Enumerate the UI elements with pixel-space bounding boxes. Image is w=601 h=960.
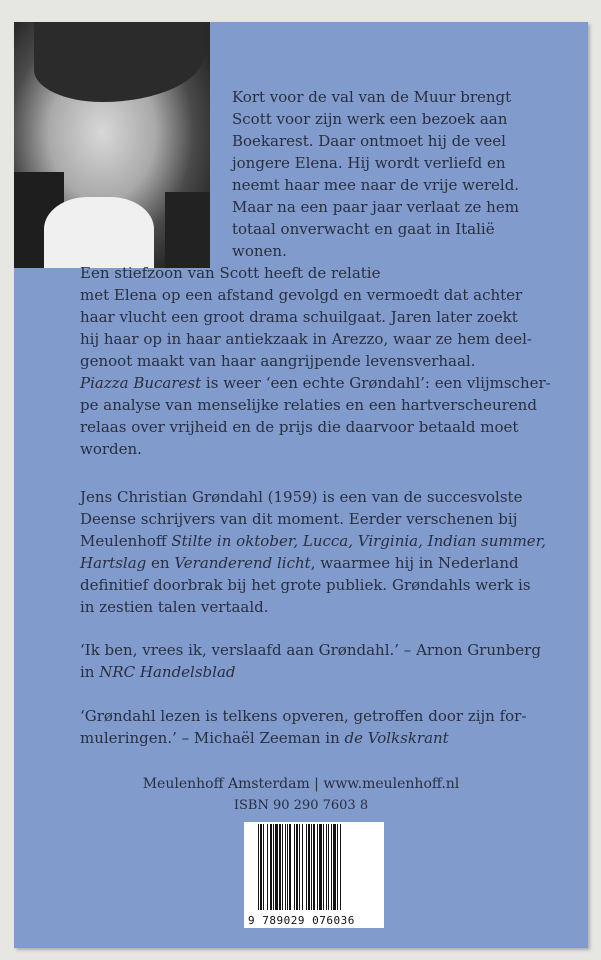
text-segment: Boekarest. Daar ontmoet hij de veel — [232, 132, 506, 150]
publisher-line: Meulenhoff Amsterdam | www.meulenhoff.nl — [142, 776, 460, 792]
italic-title: NRC Handelsblad — [99, 663, 236, 681]
text-segment: totaal onverwacht en gaat in Italië — [232, 220, 495, 238]
blurb-line — [80, 531, 546, 551]
blurb-line — [80, 509, 517, 529]
text-segment: relaas over vrijheid en de prijs die daarvoor betaald moet — [80, 418, 519, 436]
blurb-line — [80, 640, 541, 660]
blurb-line — [80, 728, 449, 748]
text-segment: is weer ‘een echte Grøndahl’: een vlijmscher- — [201, 374, 551, 392]
blurb-line — [232, 153, 506, 173]
isbn: ISBN 90 290 7603 8 — [233, 798, 369, 813]
blurb-line — [80, 307, 518, 327]
barcode-number: 9 789029 076036 — [248, 914, 355, 927]
blurb-line — [232, 241, 287, 261]
blurb-line — [232, 131, 506, 151]
barcode-bars — [258, 824, 376, 910]
barcode-bar — [341, 824, 342, 910]
blurb-line — [80, 553, 519, 573]
text-segment: muleringen.’ – Michaël Zeeman in — [80, 729, 345, 747]
blurb-line — [80, 395, 537, 415]
text-segment: wonen. — [232, 242, 287, 260]
text-segment: Kort voor de val van de Muur brengt — [232, 88, 512, 106]
blurb-line — [232, 197, 519, 217]
author-shirt — [44, 197, 154, 268]
text-segment: in — [80, 663, 100, 681]
text-segment: haar vlucht een groot drama schuilgaat. Jaren later zoekt — [80, 308, 518, 326]
text-segment: Scott voor zijn werk een bezoek aan — [232, 110, 508, 128]
italic-title: Piazza Bucarest — [80, 374, 202, 392]
italic-title: Hartslag — [80, 554, 147, 572]
text-segment: Jens Christian Grøndahl (1959) is een van de succesvolste — [80, 488, 523, 506]
text-segment: Deense schrijvers van dit moment. Eerder verschenen bij — [80, 510, 518, 528]
blurb-line — [80, 439, 142, 459]
blurb-line — [80, 597, 269, 617]
blurb-line — [80, 662, 236, 682]
text-segment: met Elena op een afstand gevolgd en vermoedt dat achter — [80, 286, 523, 304]
blurb-line — [80, 575, 531, 595]
blurb-line — [80, 487, 522, 507]
blurb-line — [80, 263, 380, 283]
text-segment: worden. — [80, 440, 142, 458]
text-segment: neemt haar mee naar de vrije wereld. — [232, 176, 520, 194]
text-segment: Maar na een paar jaar verlaat ze hem — [232, 198, 519, 216]
text-segment: jongere Elena. Hij wordt verliefd en — [232, 154, 506, 172]
text-segment: pe analyse van menselijke relaties en een hartverscheurend — [80, 396, 537, 414]
text-segment: genoot maakt van haar aangrijpende levensverhaal. — [80, 352, 476, 370]
text-segment: in zestien talen vertaald. — [80, 598, 269, 616]
text-segment: en — [146, 554, 175, 572]
text-segment: Een stiefzoon van Scott heeft de relatie — [80, 264, 381, 282]
blurb-line — [232, 87, 511, 107]
blurb-line — [80, 373, 551, 393]
barcode — [244, 822, 384, 928]
blurb-line — [80, 417, 518, 437]
blurb-line — [80, 285, 522, 305]
italic-title: Stilte in oktober, Lucca, Virginia, Indian summer, — [171, 532, 546, 550]
blurb-line — [80, 329, 532, 349]
blurb-line — [80, 351, 476, 371]
text-segment: ‘Ik ben, vrees ik, verslaafd aan Grøndahl.’ – Arnon Grunberg — [80, 641, 541, 659]
text-segment: Meulenhoff — [80, 532, 172, 550]
author-photo — [14, 22, 210, 268]
italic-title: Veranderend licht — [174, 554, 311, 572]
blurb-line — [232, 109, 507, 129]
text-segment: , waarmee hij in Nederland — [310, 554, 519, 572]
author-jacket-right — [165, 192, 210, 268]
text-segment: ‘Grøndahl lezen is telkens opveren, getroffen door zijn for- — [80, 707, 527, 725]
blurb-line — [80, 706, 526, 726]
italic-title: de Volkskrant — [344, 729, 449, 747]
author-hair — [34, 22, 204, 102]
text-segment: definitief doorbrak bij het grote publiek. Grøndahls werk is — [80, 576, 531, 594]
text-segment: hij haar op in haar antiekzaak in Arezzo, waar ze hem deel- — [80, 330, 532, 348]
blurb-line — [232, 175, 519, 195]
blurb-line — [232, 219, 495, 239]
